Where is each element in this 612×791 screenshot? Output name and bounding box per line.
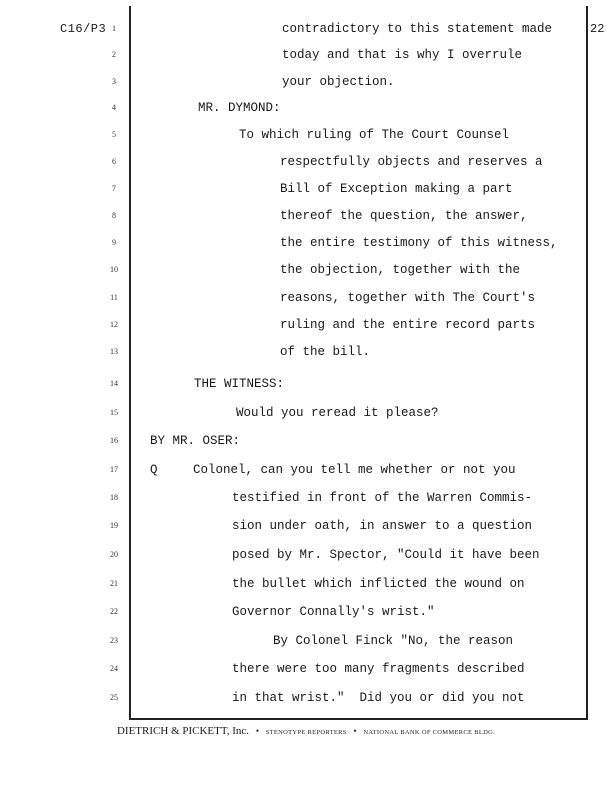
footer-tagline: STENOTYPE REPORTERS xyxy=(265,729,347,736)
line-number: 15 xyxy=(110,408,118,417)
line-number: 4 xyxy=(112,103,116,112)
line-number: 8 xyxy=(112,211,116,220)
line-number: 25 xyxy=(110,693,118,702)
line-number: 6 xyxy=(112,157,116,166)
line-number: 18 xyxy=(110,493,118,502)
transcript-line: Would you reread it please? xyxy=(236,406,439,420)
transcript-line: sion under oath, in answer to a question xyxy=(232,519,533,533)
footer-separator: • xyxy=(255,726,259,736)
line-number: 9 xyxy=(112,238,116,247)
transcript-line: ruling and the entire record parts xyxy=(280,318,536,332)
transcript-line: reasons, together with The Court's xyxy=(280,291,536,305)
transcript-line: of the bill. xyxy=(280,345,371,359)
transcript-line: testified in front of the Warren Commis- xyxy=(232,491,533,505)
line-number: 16 xyxy=(110,436,118,445)
line-number: 3 xyxy=(112,77,116,86)
speaker-label: THE WITNESS: xyxy=(194,377,285,391)
transcript-line: there were too many fragments described xyxy=(232,662,525,676)
transcript-line: Colonel, can you tell me whether or not you xyxy=(193,463,516,477)
question-marker: Q xyxy=(150,463,158,477)
line-number: 5 xyxy=(112,130,116,139)
line-number: 20 xyxy=(110,550,118,559)
transcript-line: thereof the question, the answer, xyxy=(280,209,528,223)
line-number: 21 xyxy=(110,579,118,588)
transcript-line: in that wrist." Did you or did you not xyxy=(232,691,525,705)
transcript-line: Bill of Exception making a part xyxy=(280,182,513,196)
transcript-line: the entire testimony of this witness, xyxy=(280,236,558,250)
page-number: 22 xyxy=(590,22,605,36)
line-number: 12 xyxy=(110,320,118,329)
line-number: 19 xyxy=(110,521,118,530)
transcript-line: your objection. xyxy=(282,75,395,89)
transcript-line: the bullet which inflicted the wound on xyxy=(232,577,525,591)
transcript-line: Governor Connally's wrist." xyxy=(232,605,435,619)
footer-company: DIETRICH & PICKETT, Inc. xyxy=(116,725,250,737)
line-number: 22 xyxy=(110,607,118,616)
speaker-label: MR. DYMOND: xyxy=(198,101,281,115)
footer-address: NATIONAL BANK OF COMMERCE BLDG. xyxy=(363,729,496,736)
line-number: 7 xyxy=(112,184,116,193)
transcript-line: respectfully objects and reserves a xyxy=(280,155,543,169)
page-id: C16/P3 xyxy=(60,22,107,36)
line-number: 11 xyxy=(110,293,118,302)
line-number: 23 xyxy=(110,636,118,645)
line-number: 1 xyxy=(112,24,116,33)
reporter-footer xyxy=(0,725,612,737)
transcript-line: By Colonel Finck "No, the reason xyxy=(273,634,514,648)
transcript-line: today and that is why I overrule xyxy=(282,48,523,62)
line-number: 17 xyxy=(110,465,118,474)
transcript-line: posed by Mr. Spector, "Could it have been xyxy=(232,548,540,562)
line-number: 2 xyxy=(112,50,116,59)
transcript-line: contradictory to this statement made xyxy=(282,22,553,36)
footer-separator: • xyxy=(353,726,357,736)
line-number: 13 xyxy=(110,347,118,356)
line-number: 14 xyxy=(110,379,118,388)
transcript-line: the objection, together with the xyxy=(280,263,521,277)
line-number: 24 xyxy=(110,664,118,673)
speaker-label: BY MR. OSER: xyxy=(150,434,241,448)
line-number: 10 xyxy=(110,265,118,274)
transcript-line: To which ruling of The Court Counsel xyxy=(239,128,510,142)
